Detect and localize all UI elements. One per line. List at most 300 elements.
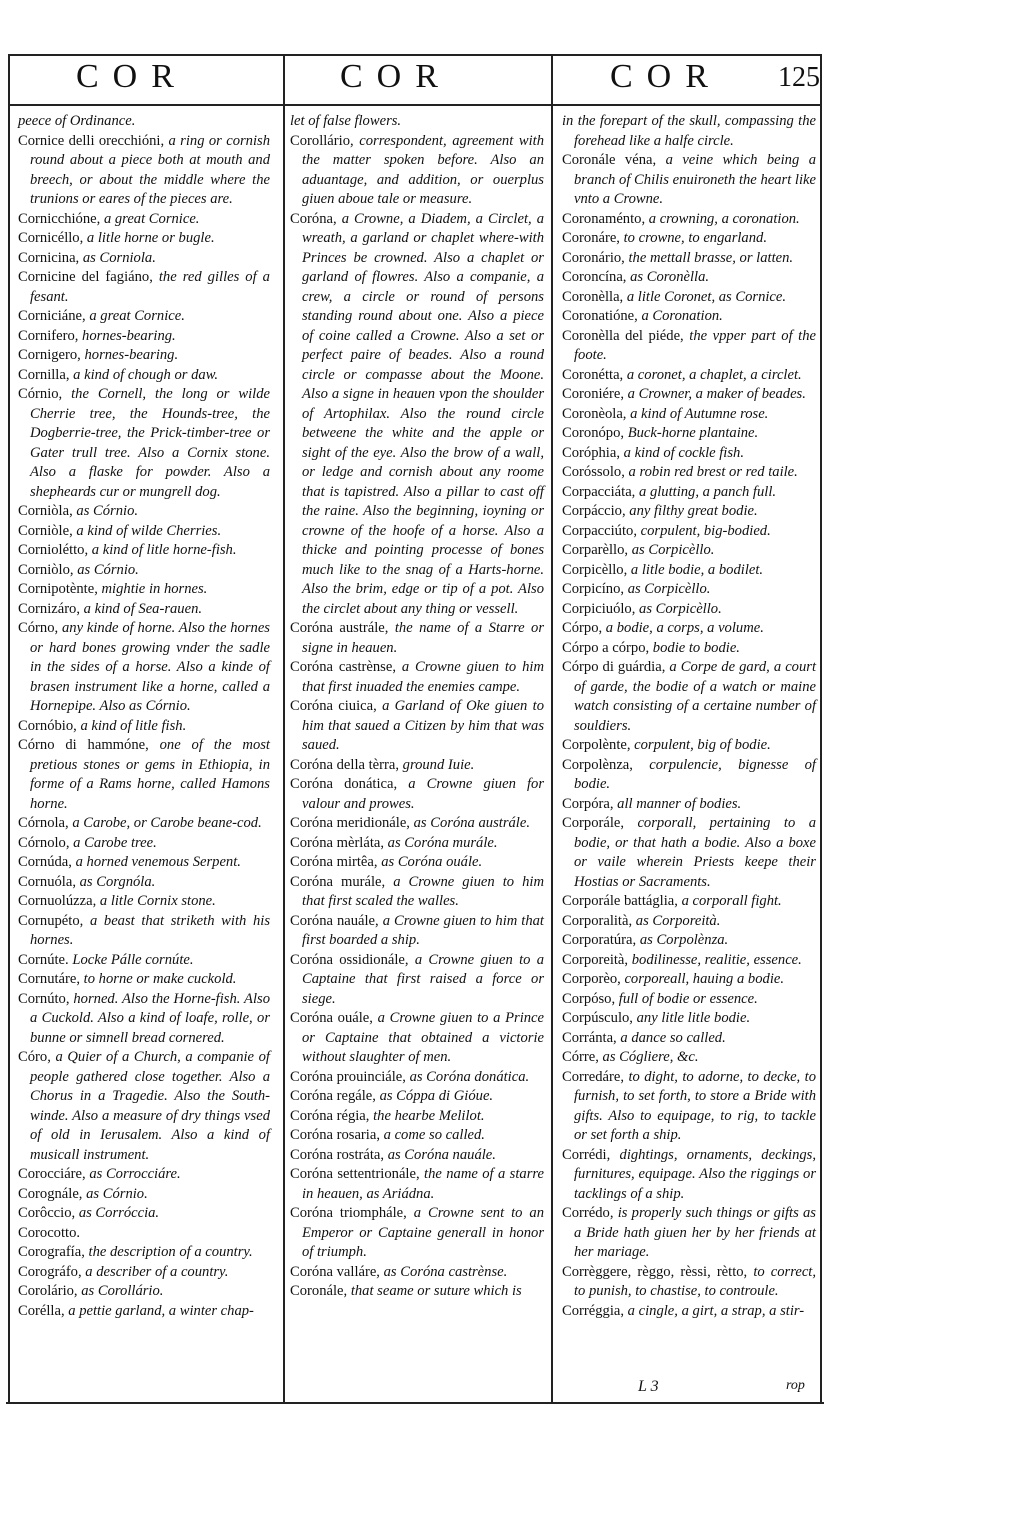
entry-definition: a Quier of a Church, a companie of people gathered close together. Also a Chorus in a Tragedie. Also the South-winde. Also a measure of dry things vsed of old in Ierusalem. Also a kind of musicall instrument. bbox=[30, 1049, 270, 1163]
entry-definition: a litle horne or bugle. bbox=[86, 230, 215, 246]
entry-headword: Coróna valláre, bbox=[290, 1263, 380, 1280]
entry-definition: is properly such things or gifts as a Bride hath giuen her by her friends at her mariage. bbox=[574, 1205, 816, 1260]
entry-definition: correspondent, agreement with the matter spoken before. Also an aduantage, and addition, or ouerplus giuen aboue tale or measure. bbox=[302, 132, 545, 207]
entry-headword: Coronário, bbox=[562, 249, 625, 266]
column-2 bbox=[290, 112, 544, 1302]
dictionary-entry bbox=[18, 834, 270, 854]
entry-headword: Corografía, bbox=[18, 1244, 85, 1260]
entry-definition: a pettie garland, a winter chap- bbox=[68, 1302, 254, 1319]
dictionary-entry bbox=[290, 1263, 544, 1283]
entry-definition: a litle bodie, a bodilet. bbox=[630, 561, 764, 578]
entry-definition: as Corpicèllo. bbox=[631, 542, 715, 558]
entry-definition: corpulent, big of bodie. bbox=[634, 737, 771, 753]
entry-headword: Corniciáne, bbox=[18, 308, 86, 324]
dictionary-entry bbox=[562, 151, 816, 210]
entry-headword: Cornilla, bbox=[18, 366, 70, 383]
dictionary-entry bbox=[562, 561, 816, 581]
entry-headword: Cornicine del fagiáno, bbox=[18, 269, 153, 285]
entry-headword: Coróna donática, bbox=[290, 776, 398, 792]
entry-headword: Corpáccio, bbox=[562, 503, 626, 519]
entry-headword: Coronópo, bbox=[562, 425, 625, 441]
entry-headword: Coronatióne, bbox=[562, 308, 638, 324]
entry-definition: Buck-horne plantaine. bbox=[627, 425, 759, 441]
entry-definition: the name of a starre in heauen, as Ariádna. bbox=[302, 1166, 544, 1202]
dictionary-entry bbox=[562, 990, 816, 1010]
entry-headword: Cornizáro, bbox=[18, 600, 81, 617]
dictionary-entry bbox=[562, 268, 816, 288]
dictionary-entry bbox=[18, 853, 270, 873]
dictionary-entry bbox=[18, 1204, 270, 1224]
dictionary-entry bbox=[562, 951, 816, 971]
entry-headword: Cornice delli orecchióni, bbox=[18, 132, 165, 149]
entry-headword: Corniolétto, bbox=[18, 542, 89, 558]
entry-definition: as Cógliere, &c. bbox=[602, 1049, 699, 1065]
dictionary-entry bbox=[290, 132, 544, 210]
entry-headword: Coronétta, bbox=[562, 366, 624, 383]
entry-headword: Coróna ciuica, bbox=[290, 698, 377, 714]
entry-headword: Corocciáre, bbox=[18, 1166, 86, 1182]
entry-definition: as Corporeità. bbox=[635, 912, 721, 929]
dictionary-entry bbox=[562, 327, 816, 366]
entry-definition: a litle Coronet, as Cornice. bbox=[626, 288, 787, 305]
entry-headword: Coróna regále, bbox=[290, 1088, 376, 1104]
entry-headword: Corográfo, bbox=[18, 1263, 82, 1280]
entry-definition: a litle Cornix stone. bbox=[99, 893, 216, 909]
entry-definition: in the forepart of the skull, compassing the forehead like a halfe circle. bbox=[562, 113, 816, 149]
dictionary-entry bbox=[562, 795, 816, 815]
entry-headword: Coronèlla del piéde, bbox=[562, 327, 684, 344]
dictionary-entry bbox=[290, 853, 544, 873]
entry-definition: all manner of bodies. bbox=[617, 795, 742, 812]
dictionary-entry bbox=[18, 1263, 270, 1283]
entry-definition: as Córnio. bbox=[86, 1185, 148, 1202]
entry-headword: Corredáre, bbox=[562, 1068, 624, 1085]
dictionary-entry bbox=[562, 756, 816, 795]
dictionary-entry bbox=[18, 366, 270, 386]
entry-headword: Corrédi, bbox=[562, 1146, 611, 1163]
entry-headword: Cornicéllo, bbox=[18, 230, 84, 246]
dictionary-entry bbox=[18, 522, 270, 542]
entry-definition: a kind of litle horne-fish. bbox=[91, 542, 237, 558]
entry-headword: Corporatúra, bbox=[562, 932, 637, 948]
entry-headword: Coróna mèrláta, bbox=[290, 834, 385, 851]
dictionary-entry bbox=[562, 405, 816, 425]
entry-definition: the red gilles of a fesant. bbox=[30, 269, 270, 305]
entry-headword: Córno, bbox=[18, 620, 59, 636]
entry-headword: Cornutáre, bbox=[18, 971, 81, 987]
dictionary-entry bbox=[290, 1087, 544, 1107]
dictionary-entry bbox=[290, 697, 544, 756]
dictionary-entry bbox=[562, 541, 816, 561]
entry-definition: a kind of Autumne rose. bbox=[630, 405, 769, 422]
dictionary-entry bbox=[18, 873, 270, 893]
entry-definition: that seame or suture which is bbox=[350, 1283, 522, 1299]
entry-headword: Corránta, bbox=[562, 1029, 617, 1046]
entry-definition: bodie to bodie. bbox=[652, 639, 740, 656]
dictionary-entry bbox=[290, 112, 544, 132]
entry-definition: the name of a Starre or signe in heauen. bbox=[302, 620, 545, 656]
entry-definition: the mettall brasse, or latten. bbox=[628, 249, 794, 266]
entry-definition: as Córnio. bbox=[77, 561, 139, 578]
entry-definition: a Crowne, a Diadem, a Circlet, a wreath, a garland or chaplet where-with Princes be crowned. Also a chaplet or garland of flowres. Also a companie, a crew, a circle or round of persons standing round about one. Also a piece of coine called a Crowne. Also a set or perfect paire of beades. Also a round circle or compasse about the Moone. Also a signe in heauen vpon the shoulder of Artophilax. Also the round circle betweene the white and the apple or sight of the eye. Also the brow of a wall, or ledge and cornish about any roome that is tapistred. Also a pillar to cast off the raine. Also the beginning, ioyning or crowne of the hoofe of a horse. Also a thicke and pointing processe of bones much like to the snag of a Harts-horne. Also the brim, edge or tip of a pot. Also the circlet about any thing or vessell. bbox=[302, 210, 544, 617]
dictionary-entry bbox=[562, 229, 816, 249]
entry-definition: a Crowner, a maker of beades. bbox=[627, 386, 806, 402]
entry-definition: a corporall fight. bbox=[681, 893, 782, 909]
entry-definition: a Crowne giuen to him that first boarded a ship. bbox=[302, 912, 544, 948]
dictionary-entry bbox=[562, 931, 816, 951]
header-rule bbox=[8, 104, 820, 106]
dictionary-entry bbox=[562, 424, 816, 444]
entry-definition: a Garland of Oke giuen to him that saued a Citizen by him that was saued. bbox=[302, 698, 544, 753]
dictionary-entry bbox=[18, 814, 270, 834]
dictionary-entry bbox=[18, 619, 270, 717]
entry-definition: a Carobe tree. bbox=[73, 834, 157, 851]
dictionary-entry bbox=[562, 1068, 816, 1146]
entry-definition: a Carobe, or Carobe beane-cod. bbox=[72, 815, 262, 831]
dictionary-entry bbox=[18, 502, 270, 522]
signature-mark: L 3 bbox=[638, 1378, 659, 1395]
entry-headword: Corollário, bbox=[290, 132, 354, 149]
entry-headword: Córpo a córpo, bbox=[562, 639, 650, 656]
entry-headword: Coróna ouále, bbox=[290, 1010, 373, 1026]
entry-headword: Córnio, bbox=[18, 386, 63, 402]
entry-headword: Córpo, bbox=[562, 620, 603, 636]
entry-headword: Coróna ossidionále, bbox=[290, 951, 409, 968]
entry-definition: any filthy great bodie. bbox=[629, 503, 758, 519]
dictionary-entry bbox=[290, 210, 544, 620]
entry-headword: Córre, bbox=[562, 1049, 599, 1065]
dictionary-entry bbox=[562, 366, 816, 386]
bottom-rule bbox=[6, 1402, 824, 1404]
dictionary-entry bbox=[18, 229, 270, 249]
dictionary-entry bbox=[18, 1282, 270, 1302]
entry-headword: Corôccio, bbox=[18, 1205, 76, 1221]
entry-definition: corpulencie, bignesse of bodie. bbox=[574, 756, 816, 792]
dictionary-entry bbox=[562, 307, 816, 327]
entry-headword: Cornúte. bbox=[18, 951, 69, 968]
dictionary-entry bbox=[18, 210, 270, 230]
entry-headword: Corpolènza, bbox=[562, 756, 633, 773]
entry-definition: a ring or cornish round about a piece both at mouth and breech, or about the middle where the trunions or eares of the pieces are. bbox=[30, 132, 270, 207]
entry-headword: Corniòlo, bbox=[18, 561, 74, 578]
entry-definition: a dance so called. bbox=[620, 1029, 726, 1046]
column-rule-1 bbox=[283, 54, 285, 1404]
entry-definition: a great Cornice. bbox=[89, 308, 185, 324]
dictionary-entry bbox=[562, 463, 816, 483]
entry-headword: Coróna nauále, bbox=[290, 912, 379, 929]
entry-definition: let of false flowers. bbox=[290, 113, 402, 129]
dictionary-entry bbox=[18, 132, 270, 210]
entry-headword: Coróna meridionále, bbox=[290, 815, 410, 831]
entry-headword: Corporalità, bbox=[562, 912, 633, 929]
dictionary-entry bbox=[18, 600, 270, 620]
entry-headword: Cornigero, bbox=[18, 347, 81, 363]
entry-headword: Corniòla, bbox=[18, 503, 73, 519]
entry-definition: as Corpolènza. bbox=[639, 932, 729, 948]
entry-definition: to crowne, to engarland. bbox=[623, 230, 767, 246]
entry-definition: a Crowne giuen to a Captaine that first raised a force or siege. bbox=[302, 951, 544, 1007]
entry-headword: Corpúsculo, bbox=[562, 1010, 633, 1026]
entry-headword: Corélla, bbox=[18, 1302, 65, 1319]
entry-headword: Corpóra, bbox=[562, 795, 614, 812]
entry-definition: peece of Ordinance. bbox=[18, 113, 136, 129]
entry-headword: Córo, bbox=[18, 1049, 51, 1065]
page-number: 125 bbox=[778, 62, 820, 93]
dictionary-entry bbox=[290, 873, 544, 912]
column-rule-outer-right bbox=[820, 54, 822, 1404]
dictionary-entry bbox=[18, 561, 270, 581]
column-rule-2 bbox=[551, 54, 553, 1404]
entry-headword: Corréggia, bbox=[562, 1302, 625, 1319]
entry-definition: a veine which being a branch of Chilis enuironeth the heart like vnto a Crowne. bbox=[574, 152, 816, 207]
entry-headword: Corpacciáta, bbox=[562, 483, 636, 500]
entry-headword: Coróphia, bbox=[562, 444, 620, 461]
entry-definition: a come so called. bbox=[383, 1127, 485, 1143]
dictionary-entry bbox=[562, 970, 816, 990]
entry-headword: Coronèlla, bbox=[562, 288, 624, 305]
column-rule-outer-left bbox=[8, 54, 10, 1404]
entry-definition: corporeall, hauing a bodie. bbox=[624, 971, 785, 987]
entry-definition: as Córnio. bbox=[76, 503, 139, 519]
entry-definition: corpulent, big-bodied. bbox=[640, 522, 771, 539]
entry-headword: Coróna austrále, bbox=[290, 620, 389, 636]
dictionary-entry bbox=[18, 892, 270, 912]
dictionary-entry bbox=[18, 541, 270, 561]
entry-definition: to correct, to punish, to chastise, to controule. bbox=[574, 1263, 816, 1299]
entry-headword: Corporále, bbox=[562, 815, 625, 831]
entry-headword: Coróna prouinciále, bbox=[290, 1068, 406, 1085]
column-3 bbox=[562, 112, 816, 1321]
entry-definition: as Corpicèllo. bbox=[627, 581, 711, 597]
dictionary-entry bbox=[18, 717, 270, 737]
entry-headword: Coróna, bbox=[290, 210, 337, 227]
entry-headword: Corrédo, bbox=[562, 1205, 614, 1221]
dictionary-entry bbox=[290, 756, 544, 776]
dictionary-entry bbox=[290, 658, 544, 697]
dictionary-entry bbox=[562, 522, 816, 542]
entry-headword: Coróssolo, bbox=[562, 464, 625, 480]
entry-headword: Corpolènte, bbox=[562, 737, 631, 753]
dictionary-entry bbox=[290, 1146, 544, 1166]
entry-headword: Corpóso, bbox=[562, 990, 616, 1007]
dictionary-entry bbox=[18, 1302, 270, 1322]
dictionary-entry bbox=[18, 1185, 270, 1205]
dictionary-entry bbox=[562, 912, 816, 932]
dictionary-entry bbox=[290, 1282, 544, 1302]
dictionary-entry bbox=[562, 249, 816, 269]
dictionary-entry bbox=[18, 990, 270, 1049]
dictionary-entry bbox=[562, 210, 816, 230]
entry-definition: a bodie, a corps, a volume. bbox=[605, 620, 764, 636]
entry-definition: a coronet, a chaplet, a circlet. bbox=[626, 366, 802, 383]
entry-definition: a kind of Sea-rauen. bbox=[83, 600, 203, 617]
dictionary-entry bbox=[18, 1048, 270, 1165]
entry-definition: a kind of chough or daw. bbox=[73, 366, 218, 383]
entry-definition: a Crowne giuen to him that first scaled the walles. bbox=[302, 873, 545, 909]
dictionary-entry bbox=[18, 307, 270, 327]
running-head-left: COR bbox=[76, 58, 188, 95]
dictionary-entry bbox=[18, 112, 270, 132]
dictionary-entry bbox=[290, 1068, 544, 1088]
entry-definition: dightings, ornaments, deckings, furnitures, equipage. Also the riggings or tacklings of a ship. bbox=[574, 1146, 816, 1202]
entry-definition: as Coróna donática. bbox=[409, 1068, 530, 1085]
dictionary-entry bbox=[290, 1107, 544, 1127]
entry-definition: a horned venemous Serpent. bbox=[75, 854, 241, 870]
dictionary-entry bbox=[562, 483, 816, 503]
entry-headword: Coróna régia, bbox=[290, 1107, 370, 1124]
entry-definition: as Coróna castrènse. bbox=[383, 1263, 508, 1280]
dictionary-entry bbox=[18, 385, 270, 502]
entry-headword: Corporeità, bbox=[562, 951, 629, 968]
column-1 bbox=[18, 112, 270, 1321]
dictionary-entry bbox=[290, 912, 544, 951]
dictionary-entry bbox=[290, 1204, 544, 1263]
entry-headword: Córnola, bbox=[18, 815, 69, 831]
entry-definition: a robin red brest or red taile. bbox=[628, 464, 798, 480]
dictionary-entry bbox=[562, 658, 816, 736]
dictionary-entry bbox=[18, 268, 270, 307]
entry-definition: to dight, to adorne, to decke, to furnish, to set forth, to store a Bride with gifts. Also to equipage, to rig, to tackle or set forth a ship. bbox=[574, 1068, 817, 1143]
entry-headword: Cornupéto, bbox=[18, 912, 84, 929]
dictionary-entry bbox=[562, 502, 816, 522]
dictionary-entry bbox=[18, 249, 270, 269]
dictionary-entry bbox=[562, 580, 816, 600]
dictionary-entry bbox=[562, 639, 816, 659]
dictionary-entry bbox=[562, 600, 816, 620]
entry-definition: horned. Also the Horne-fish. Also a Cuckold. Also a kind of loafe, rolle, or bunne or simnell bread cornered. bbox=[30, 990, 270, 1046]
entry-definition: a glutting, a panch full. bbox=[639, 483, 777, 500]
dictionary-entry bbox=[290, 814, 544, 834]
entry-headword: Cornuóla, bbox=[18, 873, 76, 890]
entry-headword: Corniòle, bbox=[18, 522, 73, 539]
entry-definition: as Corrocciáre. bbox=[89, 1166, 181, 1182]
entry-definition: the Cornell, the long or wilde Cherrie tree, the Hounds-tree, the Dogberrie-tree, the Prick-timber-tree or Gater trull tree. Also a Cornix stone. Also a flaske for powder. Also a shepheards cur or mungrell dog. bbox=[30, 386, 270, 500]
entry-definition: Locke Pálle cornúte. bbox=[72, 951, 194, 968]
entry-headword: Coronaménto, bbox=[562, 210, 646, 227]
entry-headword: Coroncína, bbox=[562, 269, 627, 285]
top-rule bbox=[8, 54, 820, 56]
dictionary-entry bbox=[290, 775, 544, 814]
dictionary-entry bbox=[18, 951, 270, 971]
entry-definition: a Coronation. bbox=[641, 308, 723, 324]
dictionary-entry bbox=[562, 736, 816, 756]
entry-headword: Coronále véna, bbox=[562, 152, 657, 168]
entry-headword: Córnolo, bbox=[18, 834, 70, 851]
entry-headword: Cornóbio, bbox=[18, 717, 77, 734]
entry-headword: Corolário, bbox=[18, 1283, 78, 1299]
entry-definition: a Corpe de gard, a court of garde, the bodie of a watch or maine watch consisting of a certaine number of souldiers. bbox=[574, 659, 817, 734]
entry-definition: to horne or make cuckold. bbox=[83, 971, 237, 987]
entry-definition: as Coróna nauále. bbox=[387, 1146, 496, 1163]
entry-headword: Coróna rosaria, bbox=[290, 1127, 380, 1143]
dictionary-entry bbox=[562, 288, 816, 308]
entry-headword: Coronáre, bbox=[562, 230, 620, 246]
entry-headword: Coróna settentrionále, bbox=[290, 1166, 420, 1182]
entry-headword: Coróna triomphále, bbox=[290, 1205, 407, 1221]
entry-definition: a crowning, a coronation. bbox=[648, 210, 800, 227]
entry-definition: as Coróna murále. bbox=[387, 834, 498, 851]
dictionary-entry bbox=[562, 112, 816, 151]
entry-headword: Cornúda, bbox=[18, 854, 72, 870]
dictionary-entry bbox=[18, 1224, 270, 1244]
entry-definition: a Crowne giuen to a Prince or Captaine that obtained a victorie without slaughter of men. bbox=[302, 1010, 544, 1065]
dictionary-entry bbox=[562, 892, 816, 912]
dictionary-entry bbox=[562, 1009, 816, 1029]
entry-headword: Cornifero, bbox=[18, 327, 79, 344]
dictionary-entry bbox=[562, 385, 816, 405]
entry-definition: a kind of cockle fish. bbox=[623, 444, 744, 461]
entry-definition: as Coróna ouále. bbox=[381, 854, 483, 870]
dictionary-entry bbox=[18, 580, 270, 600]
entry-headword: Coróna murále, bbox=[290, 873, 386, 890]
entry-definition: as Corollário. bbox=[81, 1283, 164, 1299]
entry-headword: Cornúto, bbox=[18, 990, 70, 1007]
entry-definition: a cingle, a girt, a strap, a stir- bbox=[627, 1302, 805, 1319]
dictionary-entry bbox=[290, 1126, 544, 1146]
entry-headword: Corparèllo, bbox=[562, 542, 629, 558]
dictionary-entry bbox=[562, 1048, 816, 1068]
dictionary-entry bbox=[290, 619, 544, 658]
entry-definition: any kinde of horne. Also the hornes or hard bones growing vnder the sadle in the sides of a horse. Also a kinde of brasen instrument like a horne, called a Hornepipe. Also as Córnio. bbox=[30, 620, 270, 714]
entry-definition: a kind of litle fish. bbox=[80, 717, 187, 734]
entry-definition: any litle litle bodie. bbox=[636, 1010, 751, 1026]
dictionary-entry bbox=[18, 970, 270, 990]
entry-headword: Corpicèllo, bbox=[562, 561, 628, 578]
entry-definition: a great Cornice. bbox=[103, 210, 200, 227]
entry-headword: Cornicina, bbox=[18, 249, 80, 266]
dictionary-entry bbox=[562, 444, 816, 464]
entry-headword: Corognále, bbox=[18, 1185, 83, 1202]
entry-headword: Coróna della tèrra, bbox=[290, 756, 399, 773]
entry-definition: as Corpicèllo. bbox=[639, 600, 722, 617]
entry-headword: Corpiciuólo, bbox=[562, 600, 636, 617]
dictionary-entry bbox=[18, 346, 270, 366]
entry-definition: a Crowne sent to an Emperor or Captaine generall in honor of triumph. bbox=[302, 1205, 544, 1260]
dictionary-entry bbox=[290, 1165, 544, 1204]
entry-headword: Cornuolúzza, bbox=[18, 893, 97, 909]
dictionary-entry bbox=[18, 1243, 270, 1263]
dictionary-entry bbox=[18, 327, 270, 347]
dictionary-entry bbox=[562, 1263, 816, 1302]
entry-headword: Coróna mirtêa, bbox=[290, 854, 378, 870]
running-head-middle: COR bbox=[340, 58, 452, 95]
entry-headword: Corporèo, bbox=[562, 971, 621, 987]
entry-definition: as Corgnóla. bbox=[79, 873, 156, 890]
entry-definition: as Coronèlla. bbox=[630, 269, 710, 285]
entry-headword: Corporále battáglia, bbox=[562, 893, 678, 909]
dictionary-entry bbox=[562, 1146, 816, 1205]
dictionary-entry bbox=[562, 619, 816, 639]
entry-headword: Córpo di guárdia, bbox=[562, 659, 666, 675]
entry-definition: bodilinesse, realitie, essence. bbox=[631, 951, 802, 968]
entry-headword: Cornipotènte, bbox=[18, 581, 98, 597]
dictionary-entry bbox=[290, 834, 544, 854]
entry-definition: the hearbe Melilot. bbox=[373, 1107, 485, 1124]
entry-headword: Corpacciúto, bbox=[562, 522, 637, 539]
entry-definition: a describer of a country. bbox=[85, 1263, 229, 1280]
entry-definition: a Crowne giuen to him that first inuaded the enemies campe. bbox=[302, 659, 544, 695]
entry-definition: a Crowne giuen for valour and prowes. bbox=[302, 776, 544, 812]
entry-headword: Cornicchióne, bbox=[18, 210, 101, 227]
entry-definition: corporall, pertaining to a bodie, or that hath a bodie. Also a boxe or vaile wherein Priests keepe their Hostias or Sacraments. bbox=[574, 815, 816, 890]
dictionary-entry bbox=[18, 736, 270, 814]
entry-headword: Corocotto. bbox=[18, 1224, 81, 1241]
entry-definition: the vpper part of the foote. bbox=[574, 327, 816, 363]
entry-definition: one of the most pretious stones or gems in Ethiopia, in forme of a Rams horne, called Hamons horne. bbox=[30, 737, 270, 812]
entry-headword: Coróna castrènse, bbox=[290, 659, 396, 675]
entry-definition: as Corróccia. bbox=[78, 1205, 160, 1221]
entry-headword: Coronále, bbox=[290, 1283, 348, 1299]
